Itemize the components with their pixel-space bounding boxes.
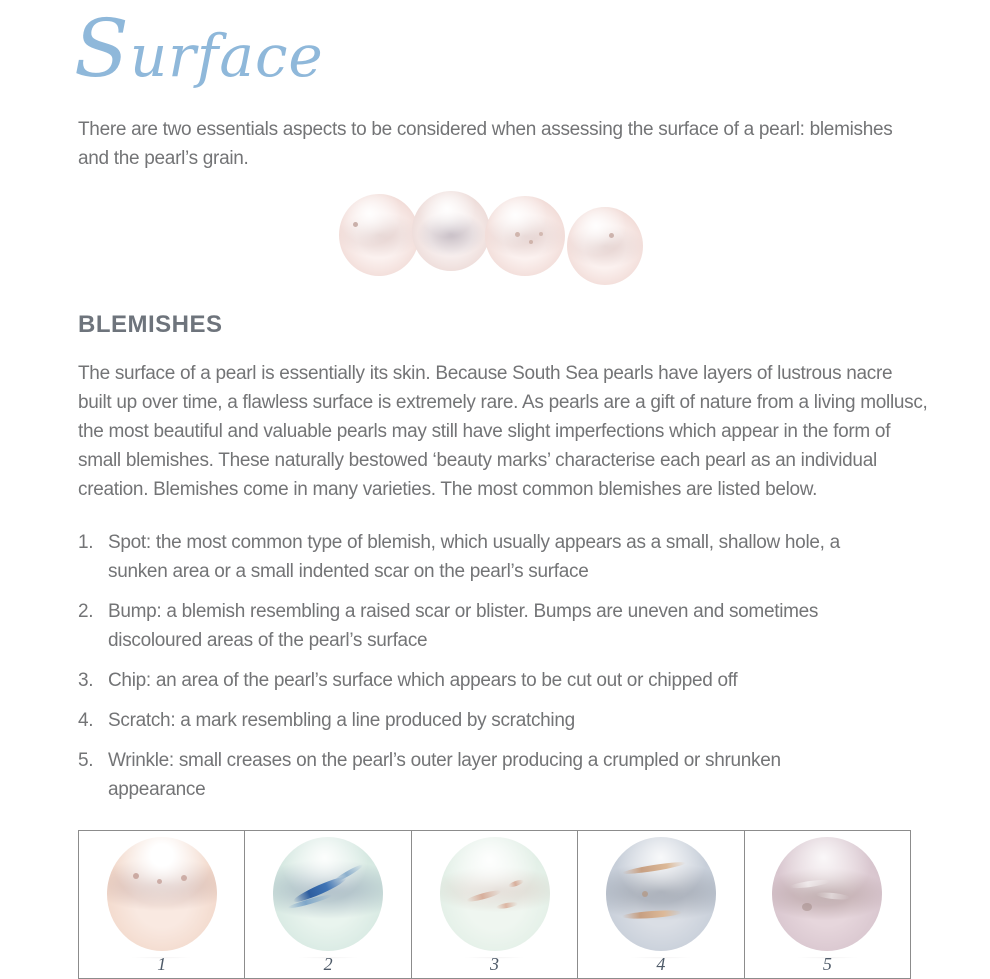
pearl-spot-mark xyxy=(609,233,614,238)
chip-mark xyxy=(495,901,518,910)
list-item-bump xyxy=(78,597,912,655)
page-title: Surface xyxy=(74,2,324,95)
pearl-spot-mark xyxy=(539,232,543,236)
list-number: 4. xyxy=(78,710,94,731)
scratch-pearl-photo xyxy=(606,837,716,951)
chip-mark xyxy=(465,888,501,903)
example-cell-spot xyxy=(79,831,245,978)
wrinkle-mark xyxy=(816,891,850,901)
spot-mark xyxy=(181,875,187,881)
list-number: 3. xyxy=(78,670,94,691)
figure-number: 2 xyxy=(323,954,333,974)
list-text: Bump: a blemish resembling a raised scar or blister. Bumps are uneven and sometimes discoloured areas of the pearl’s surface xyxy=(108,601,819,651)
intro-paragraph: There are two essentials aspects to be considered when assessing the surface of a pearl: blemishes and the pearl’s grain. xyxy=(78,119,893,169)
spot-mark xyxy=(157,879,162,884)
list-item-wrinkle xyxy=(78,746,912,804)
pearl-photo-4 xyxy=(567,207,643,285)
blemish-list xyxy=(78,528,912,804)
example-cell-bump xyxy=(245,831,411,978)
list-item-chip xyxy=(78,666,912,695)
pearl-spot-mark xyxy=(515,232,520,237)
list-number: 2. xyxy=(78,601,94,622)
body-paragraph: The surface of a pearl is essentially its skin. Because South Sea pearls have layers of lustrous nacre built up over time, a flawless surface is extremely rare. As pearls are a gift of nature from a living mollusc, the most beautiful and valuable pearls may still have slight imperfections which appear in the form of small blemishes. These naturally bestowed ‘beauty marks’ characterise each pearl as an individual creation. Blemishes come in many varieties. The most common blemishes are listed below. xyxy=(78,363,928,500)
section-heading: BLEMISHES xyxy=(78,311,223,338)
wrinkle-pearl-photo xyxy=(772,837,882,951)
chip-mark xyxy=(507,878,524,888)
spot-mark xyxy=(133,873,139,879)
figure-number: 1 xyxy=(157,954,167,974)
list-item-spot xyxy=(78,528,912,586)
pearl-photo-1 xyxy=(339,194,419,276)
pearl-spot-mark xyxy=(353,222,358,227)
pearl-photo-3 xyxy=(485,196,565,276)
example-cell-chip xyxy=(412,831,578,978)
pearl-spot-mark xyxy=(529,240,533,244)
list-number: 5. xyxy=(78,750,94,771)
example-cell-scratch xyxy=(578,831,744,978)
list-text: Scratch: a mark resembling a line produced by scratching xyxy=(108,710,575,731)
chip-pearl-photo xyxy=(440,837,550,951)
wrinkle-mark xyxy=(802,903,812,911)
list-text: Chip: an area of the pearl’s surface which appears to be cut out or chipped off xyxy=(108,670,738,691)
spot-pearl-photo xyxy=(107,837,217,951)
pearls-photo xyxy=(339,191,651,295)
example-cell-wrinkle xyxy=(745,831,910,978)
bump-pearl-photo xyxy=(273,837,383,951)
wrinkle-mark xyxy=(790,878,830,890)
scratch-mark xyxy=(622,860,686,876)
bump-mark xyxy=(332,863,364,884)
scratch-mark xyxy=(622,909,682,920)
scratch-mark xyxy=(642,891,648,897)
list-text: Wrinkle: small creases on the pearl’s outer layer producing a crumpled or shrunken appearance xyxy=(108,750,781,800)
list-text: Spot: the most common type of blemish, which usually appears as a small, shallow hole, a sunken area or a small indented scar on the pearl’s surface xyxy=(108,532,840,582)
figure-number: 5 xyxy=(822,954,832,974)
figure-number: 3 xyxy=(490,954,500,974)
figure-number: 4 xyxy=(656,954,666,974)
list-number: 1. xyxy=(78,532,94,553)
list-item-scratch xyxy=(78,706,912,735)
pearl-photo-2 xyxy=(412,191,490,271)
